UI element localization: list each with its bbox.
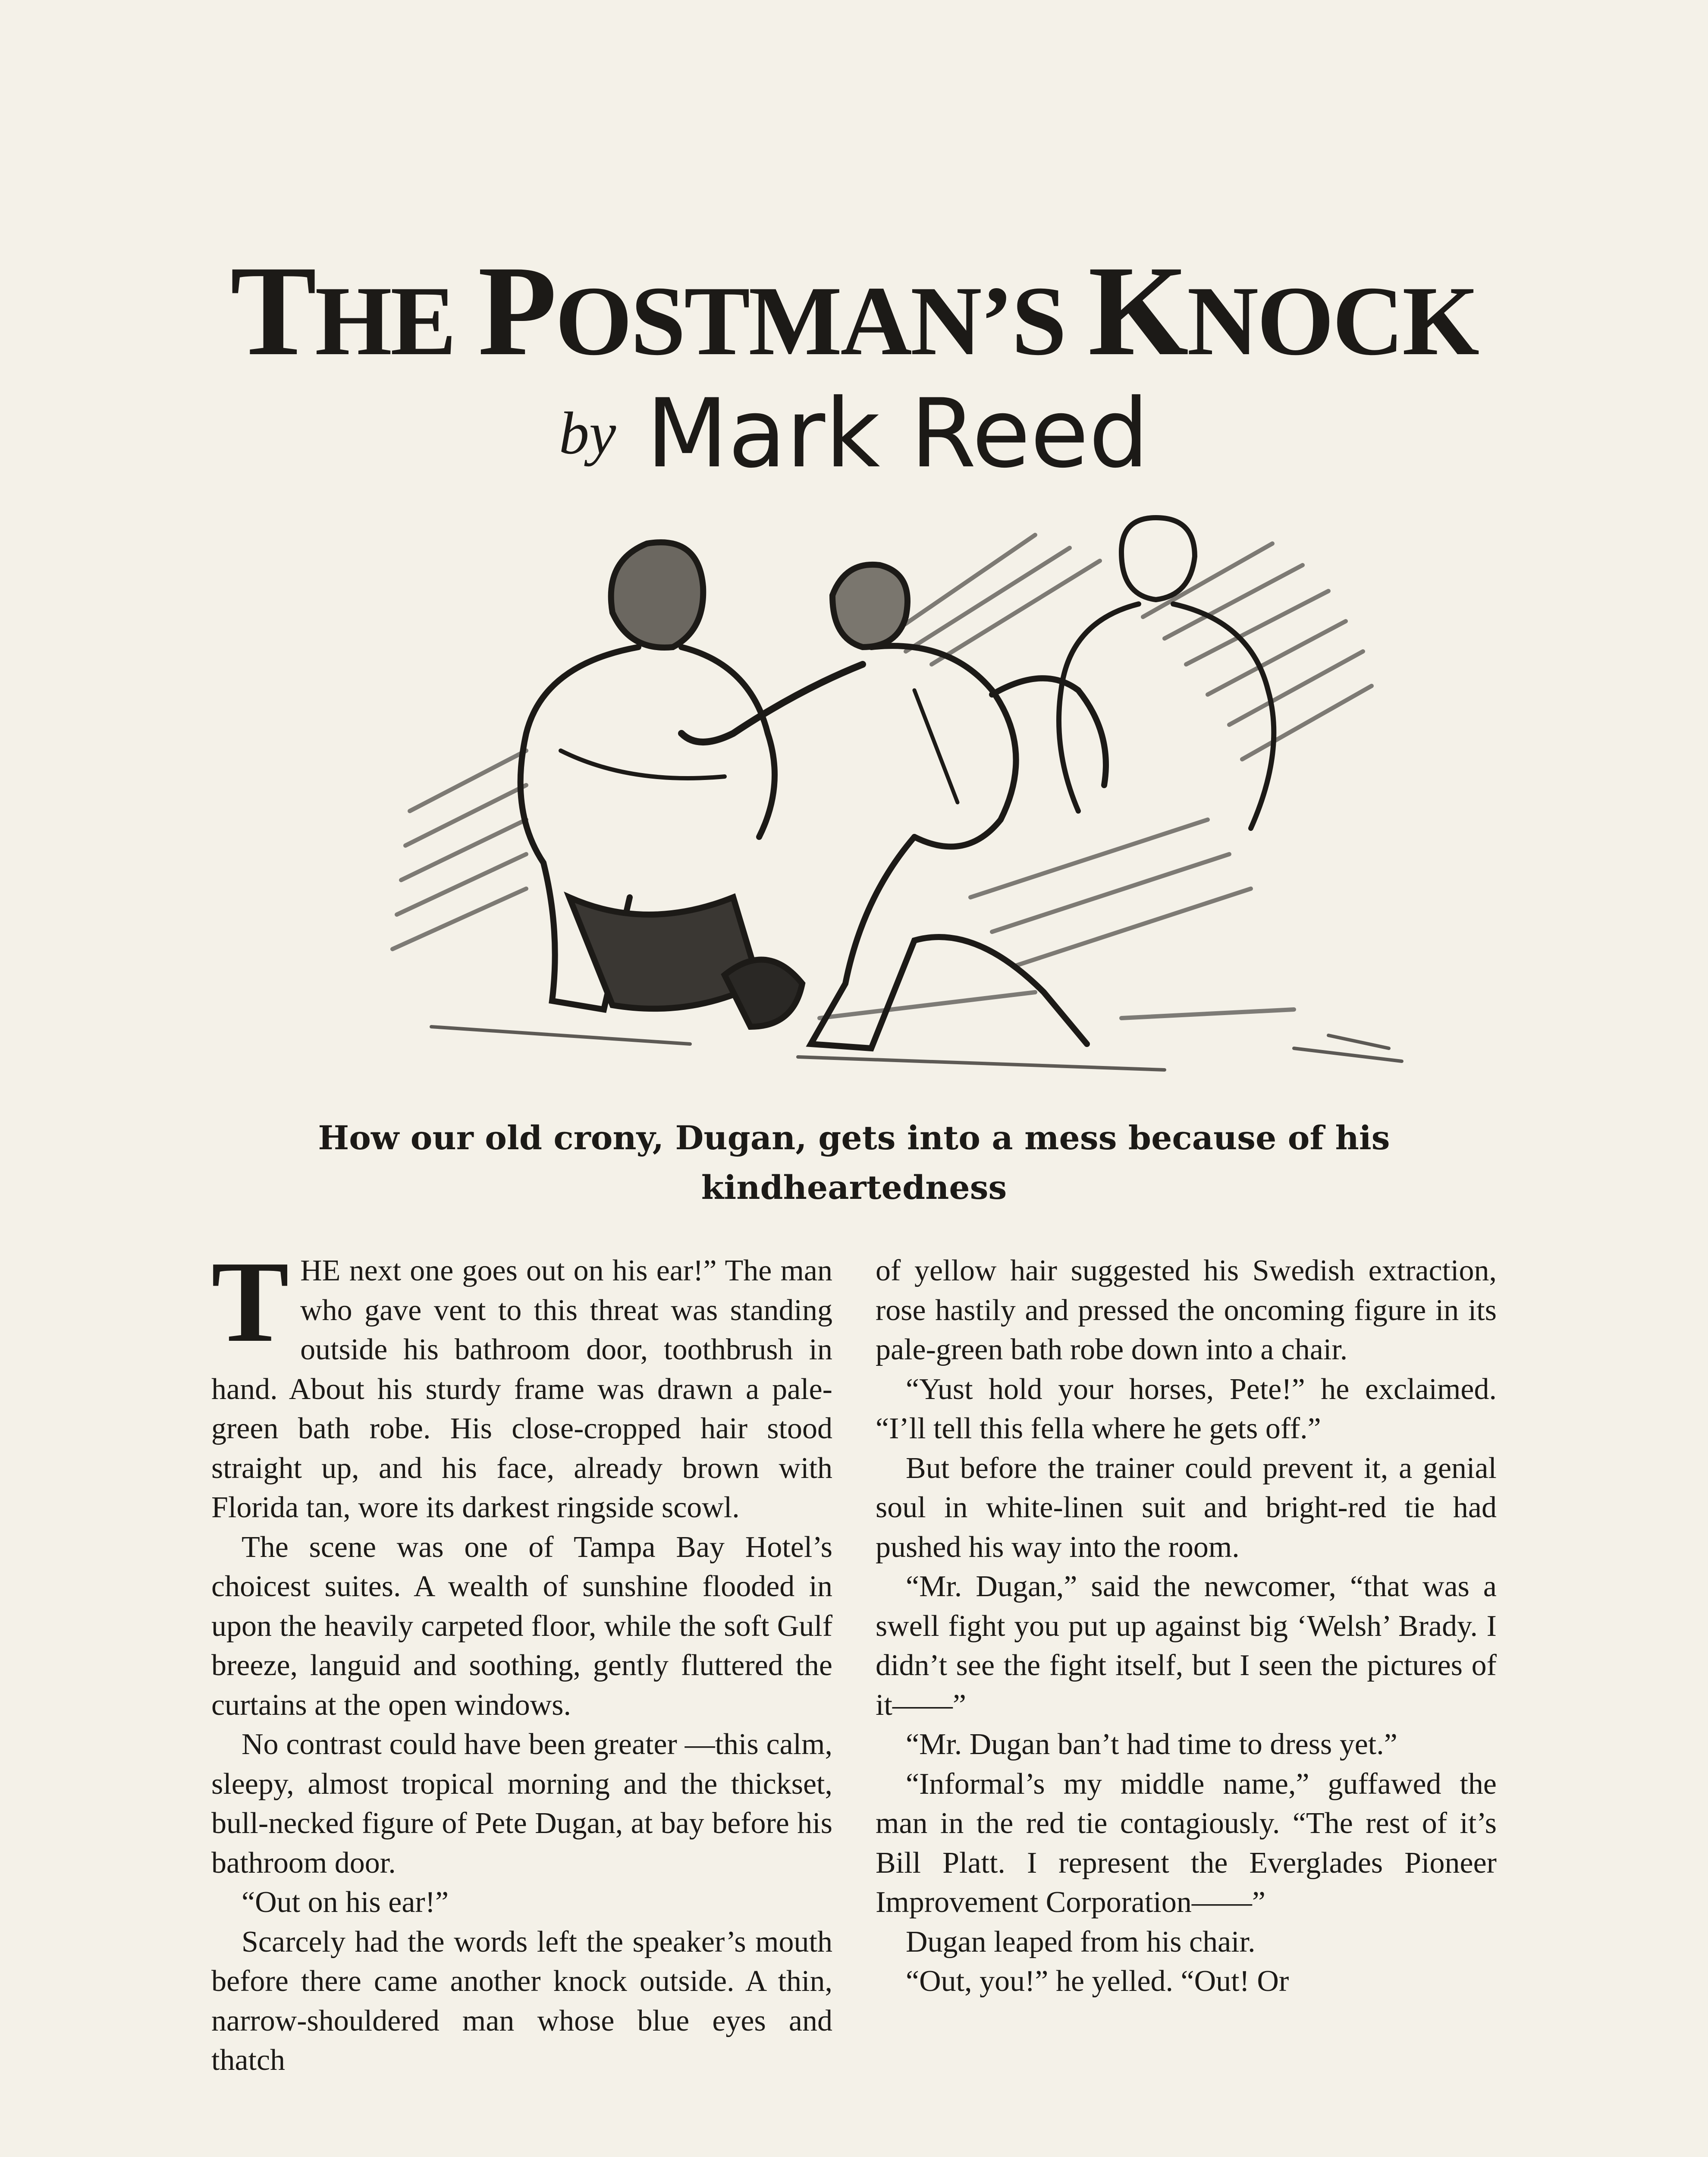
title-word: HE (315, 266, 478, 376)
byline-by: by (559, 400, 616, 467)
story-title (129, 239, 1579, 390)
byline (129, 380, 1579, 487)
title-letter: K (1088, 239, 1187, 382)
title-letter: P (477, 239, 556, 382)
paragraph: “Yust hold your horses, Pete!” he exclaimed. “I’ll tell this fella where he gets off.” (876, 1372, 1497, 1445)
drop-cap: T (211, 1237, 289, 1366)
paragraph: But before the trainer could prevent it, a genial soul in white-linen suit and bright-red tie had pushed his way into the room. (876, 1451, 1497, 1564)
story-subtitle: How our old crony, Dugan, gets into a mess because of his kindheartedness (318, 1119, 1390, 1207)
paragraph: of yellow hair suggested his Swedish extraction, rose hastily and pressed the oncoming figure in its pale-green bath robe down into a chair. (876, 1254, 1497, 1366)
paragraph-text: HE next one goes out on his ear!” The man who gave vent to this threat was standing outside his bathroom door, toothbrush in hand. About his sturdy frame was drawn a pale-green bath robe. His close-cropped hair stood straight up, and his face, already brown with Florida tan, wore its darkest ringside scowl. (211, 1254, 832, 1524)
paragraph: “Mr. Dugan,” said the newcomer, “that was a swell fight you put up against big ‘Welsh’ Brady. I didn’t see the fight itself, but I seen the pictures of it——” (876, 1570, 1497, 1722)
author-name: Mark Reed (646, 378, 1149, 489)
paragraph: “Informal’s my middle name,” guffawed the man in the red tie contagiously. “The rest of it’s Bill Platt. I represent the Everglades Pioneer Improvement Corporation——” (876, 1767, 1497, 1919)
paragraph: No contrast could have been greater —this calm, sleepy, almost tropical morning and the thickset, bull-necked figure of Pete Dugan, at bay before his bathroom door. (211, 1728, 832, 1880)
paragraph (211, 1237, 832, 1528)
paragraph: Dugan leaped from his chair. (906, 1925, 1256, 1959)
title-word: NOCK (1187, 266, 1478, 376)
title-letter: T (230, 239, 315, 382)
text-column-left (211, 1237, 832, 2080)
paragraph: Scarcely had the words left the speaker’s mouth before there came another knock outside. A thin, narrow-shouldered man whose blue eyes and thatch (211, 1925, 832, 2077)
text-column-right (876, 1251, 1497, 2001)
title-word: OSTMAN’S (555, 266, 1088, 376)
paragraph: “Out on his ear!” (242, 1886, 449, 1919)
paragraph: “Mr. Dugan ban’t had time to dress yet.” (906, 1728, 1397, 1761)
paragraph: “Out, you!” he yelled. “Out! Or (906, 1965, 1289, 1998)
paragraph: The scene was one of Tampa Bay Hotel’s choicest suites. A wealth of sunshine flooded in upon the heavily carpeted floor, while the soft Gulf breeze, languid and soothing, gently fluttered the curtains at the open windows. (211, 1530, 832, 1722)
boxer-fight-scene-icon (302, 509, 1423, 1087)
